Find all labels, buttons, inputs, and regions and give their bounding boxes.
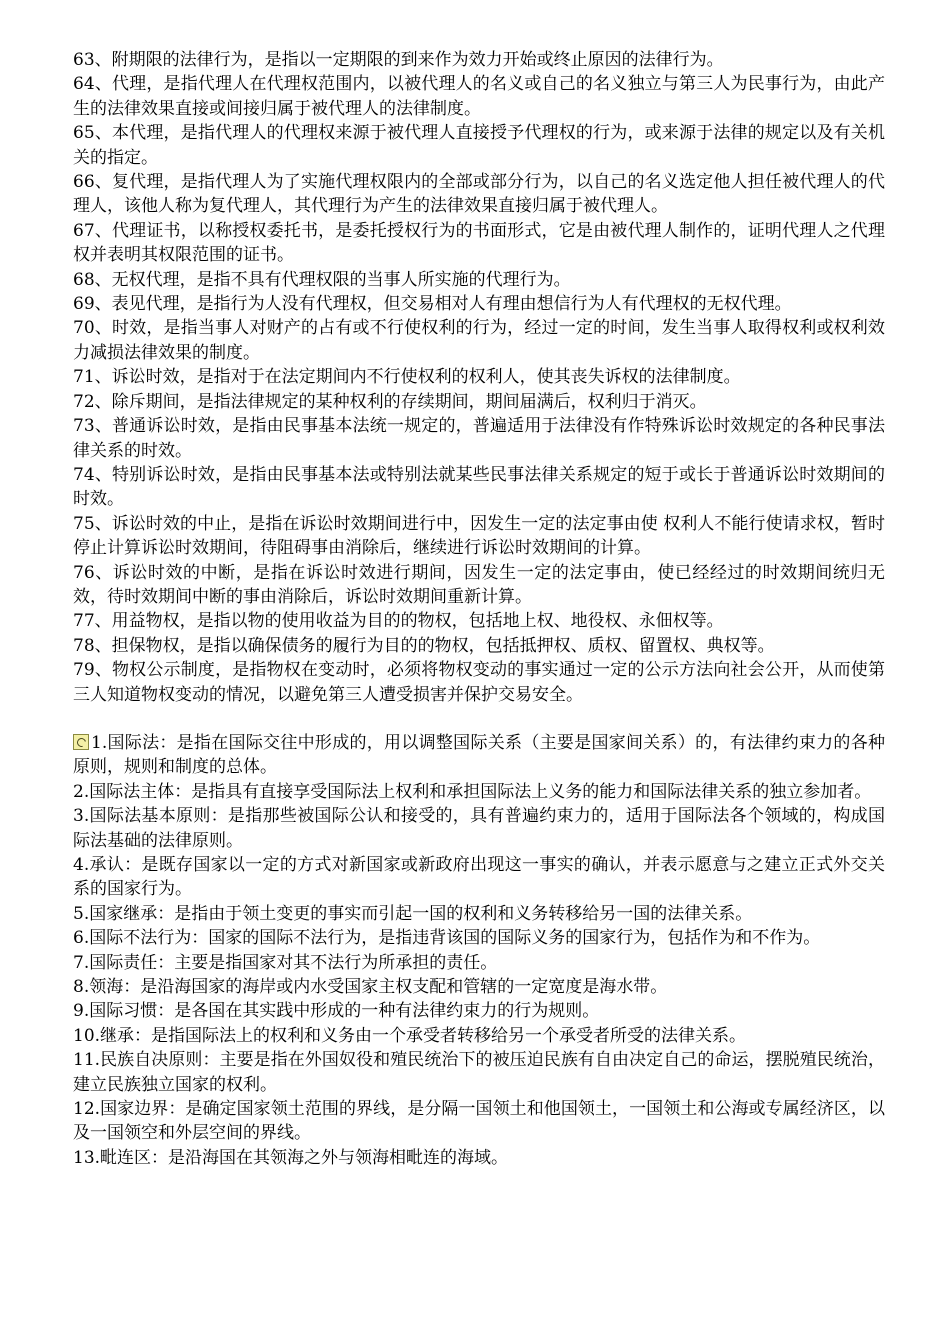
term-entry-68: 68、无权代理，是指不具有代理权限的当事人所实施的代理行为。 [73,269,571,290]
intl-term-entry-13: 13.毗连区：是沿海国在其领海之外与领海相毗连的海域。 [73,1147,509,1168]
term-entry-75: 75、诉讼时效的中止，是指在诉讼时效期间进行中，因发生一定的法定事由使 权利人不能行使请求权，暂时停止计算诉讼时效期间，待阻碍事由消除后，继续进行诉讼时效期间的计算。 [73,513,885,559]
term-entry-77: 77、用益物权，是指以物的使用收益为目的的物权，包括地上权、地役权、永佃权等。 [73,611,724,632]
intl-term-entry-12: 12.国家边界：是确定国家领土范围的界线，是分隔一国领土和他国领土，一国领土和公海或专属经济区，以及一国领空和外层空间的界线。 [73,1099,885,1144]
term-entry-71: 71、诉讼时效，是指对于在法定期间内不行使权利的权利人，使其丧失诉权的法律制度。 [73,367,741,388]
term-entry-74: 74、特别诉讼时效，是指由民事基本法或特别法就某些民事法律关系规定的短于或长于普通诉讼时效期间的时效。 [73,464,885,510]
term-entry-65: 65、本代理，是指代理人的代理权来源于被代理人直接授予代理权的行为，或来源于法律的规定以及有关机关的指定。 [73,123,885,168]
section-spacer [73,707,885,731]
intl-term-entry-3: 3.国际法基本原则：是指那些被国际公认和接受的，具有普遍约束力的，适用于国际法各个领域的，构成国际法基础的法律原则。 [73,806,885,851]
term-entry-70: 70、时效，是指当事人对财产的占有或不行使权利的行为，经过一定的时间，发生当事人取得权利或权利效力减损法律效果的制度。 [73,318,885,363]
term-entry-67: 67、代理证书，以称授权委托书，是委托授权行为的书面形式，它是由被代理人制作的，证明代理人之代理权并表明其权限范围的证书。 [73,220,885,266]
international-law-terms-section [73,731,885,1170]
intl-term-entry-4: 4.承认：是既存国家以一定的方式对新国家或新政府出现这一事实的确认，并表示愿意与之建立正式外交关系的国家行为。 [73,855,885,900]
intl-term-entry-1 [73,731,885,780]
intl-term-entry-2: 2.国际法主体：是指具有直接享受国际法上权利和承担国际法上义务的能力和国际法律关系的独立参加者。 [73,781,872,802]
term-entry-72: 72、除斥期间，是指法律规定的某种权利的存续期间，期间届满后，权利归于消灭。 [73,391,707,412]
intl-term-entry-5: 5.国家继承：是指由于领土变更的事实而引起一国的权利和义务转移给另一国的法律关系。 [73,903,753,924]
term-entry-76: 76、诉讼时效的中断，是指在诉讼时效进行期间，因发生一定的法定事由，使已经经过的时效期间统归无效，待时效期间中断的事由消除后，诉讼时效期间重新计算。 [73,562,885,607]
intl-term-text-1: 1.国际法：是指在国际交往中形成的，用以调整国际关系（主要是国家间关系）的，有法律约束力的各种原则，规则和制度的总体。 [73,732,885,778]
term-entry-66: 66、复代理，是指代理人为了实施代理权限内的全部或部分行为，以自己的名义选定他人担任被代理人的代理人，该他人称为复代理人，其代理行为产生的法律效果直接归属于被代理人。 [73,172,885,217]
intl-term-entry-7: 7.国际责任：主要是指国家对其不法行为所承担的责任。 [73,952,498,973]
document-page [73,48,885,1170]
term-entry-78: 78、担保物权，是指以确保债务的履行为目的的物权，包括抵押权、质权、留置权、典权等。 [73,635,775,656]
term-entry-73: 73、普通诉讼时效，是指由民事基本法统一规定的，普遍适用于法律没有作特殊诉讼时效规定的各种民事法律关系的时效。 [73,416,885,461]
note-icon[interactable] [73,734,89,750]
intl-term-entry-6: 6.国际不法行为：国家的国际不法行为，是指违背该国的国际义务的国家行为，包括作为和不作为。 [73,928,821,949]
term-entry-79: 79、物权公示制度，是指物权在变动时，必须将物权变动的事实通过一定的公示方法向社会公开，从而使第三人知道物权变动的情况，以避免第三人遭受损害并保护交易安全。 [73,660,885,705]
intl-term-entry-10: 10.继承：是指国际法上的权利和义务由一个承受者转移给另一个承受者所受的法律关系。 [73,1025,747,1046]
intl-term-entry-8: 8.领海：是沿海国家的海岸或内水受国家主权支配和管辖的一定宽度是海水带。 [73,977,668,998]
term-entry-64: 64、代理，是指代理人在代理权范围内，以被代理人的名义或自己的名义独立与第三人为民事行为，由此产生的法律效果直接或间接归属于被代理人的法律制度。 [73,74,885,119]
intl-term-entry-11: 11.民族自决原则：主要是指在外国奴役和殖民统治下的被压迫民族有自由决定自己的命运，摆脱殖民统治，建立民族独立国家的权利。 [73,1050,885,1095]
term-entry-63: 63、附期限的法律行为，是指以一定期限的到来作为效力开始或终止原因的法律行为。 [73,50,724,70]
intl-term-entry-9: 9.国际习惯：是各国在其实践中形成的一种有法律约束力的行为规则。 [73,1001,600,1022]
civil-law-terms-section [73,48,885,707]
term-entry-69: 69、表见代理，是指行为人没有代理权，但交易相对人有理由想信行为人有代理权的无权代理。 [73,294,792,315]
